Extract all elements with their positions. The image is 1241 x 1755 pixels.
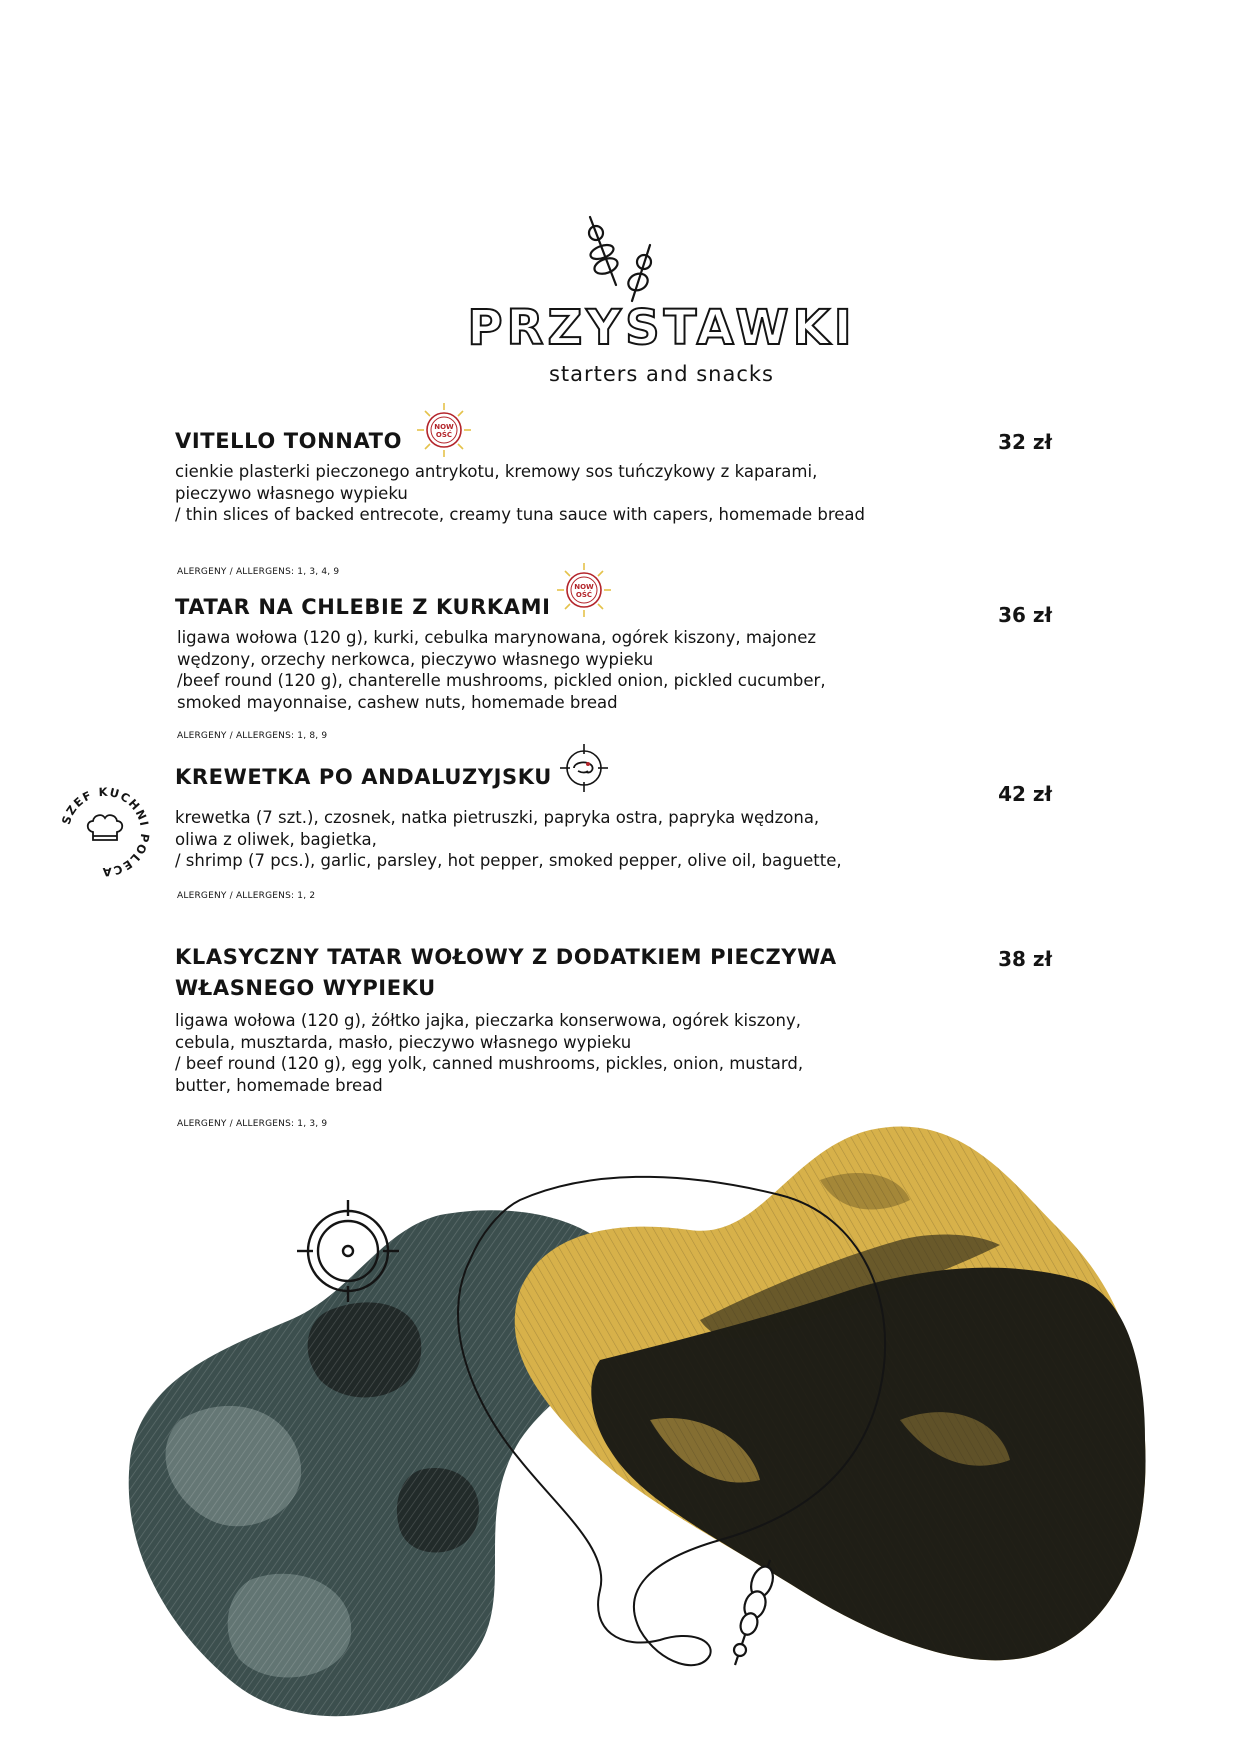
dish-price: 32 zł [998, 430, 1052, 454]
new-badge-icon [556, 562, 612, 618]
skewer-icon [580, 215, 660, 305]
shrimp-target-icon [558, 742, 610, 794]
dish-price: 42 zł [998, 782, 1052, 806]
allergen-info: ALERGENY / ALLERGENS: 1, 8, 9 [177, 731, 328, 741]
dish-description: krewetka (7 szt.), czosnek, natka pietruszki, papryka ostra, papryka wędzona, oliwa z oliwek, bagietka, / shrimp (7 pcs.), garlic, parsley, hot pepper, smoked pepper, olive oil, baguette, [175, 808, 842, 870]
svg-text:SZEF KUCHNI POLECA: SZEF KUCHNI POLECA [58, 784, 153, 880]
dish-description: ligawa wołowa (120 g), żółtko jajka, pieczarka konserwowa, ogórek kiszony, cebula, musztarda, masło, pieczywo własnego wypieku / beef round (120 g), egg yolk, canned mushrooms, pickles, onion, mustard, butter, homemade bread [175, 1011, 804, 1095]
dish-description: ligawa wołowa (120 g), kurki, cebulka marynowana, ogórek kiszony, majonez wędzony, orzechy nerkowca, pieczywo własnego wypieku /beef round (120 g), chanterelle mushrooms, pickled onion, pickled cucumber, smoked mayonnaise, cashew nuts, homemade bread [177, 628, 826, 712]
allergen-info: ALERGENY / ALLERGENS: 1, 2 [177, 891, 316, 901]
dish-name: KLASYCZNY TATAR WOŁOWY Z DODATKIEM PIECZYWA WŁASNEGO WYPIEKU [175, 945, 837, 1000]
svg-text:NOW: NOW [574, 583, 594, 591]
svg-text:OŚĆ: OŚĆ [435, 431, 453, 439]
page-title: PRZYSTAWKI [467, 300, 856, 356]
decorative-artwork [0, 1120, 1241, 1755]
svg-text:OŚĆ: OŚĆ [575, 591, 593, 599]
dish-description: cienkie plasterki pieczonego antrykotu, kremowy sos tuńczykowy z kaparami, pieczywo własnego wypieku / thin slices of backed entrecote, creamy tuna sauce with capers, homemade bread [175, 462, 866, 524]
dish-price: 36 zł [998, 603, 1052, 627]
allergen-info: ALERGENY / ALLERGENS: 1, 3, 4, 9 [177, 567, 340, 577]
page-subtitle: starters and snacks [548, 362, 775, 386]
allergen-info: ALERGENY / ALLERGENS: 1, 3, 9 [177, 1119, 328, 1129]
mountain-blob [515, 1126, 1146, 1660]
svg-text:NOW: NOW [434, 423, 454, 431]
chef-hat-icon [88, 815, 123, 840]
new-badge-icon [416, 402, 472, 458]
chef-recommends-badge [55, 782, 155, 882]
dish-price: 38 zł [998, 947, 1052, 971]
dish-name: KREWETKA PO ANDALUZYJSKU [175, 765, 552, 789]
dish-name: VITELLO TONNATO [175, 429, 403, 453]
dish-name: TATAR NA CHLEBIE Z KURKAMI [175, 595, 551, 619]
skewer-icon [734, 1560, 777, 1665]
